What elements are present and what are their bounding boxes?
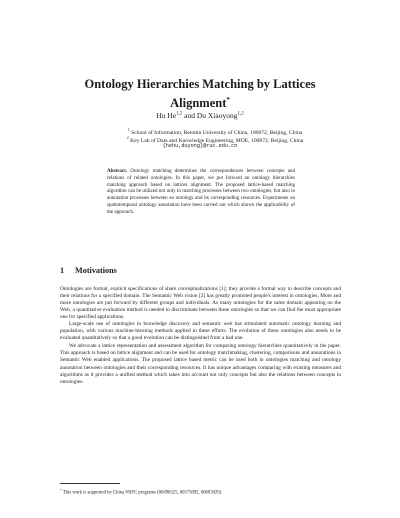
section-number: 1 [60, 266, 65, 275]
affiliation-2-text: Key Lab of Data and Knowledge Engineering, MOE, 100872, Beijing, China [130, 137, 304, 144]
abstract [107, 168, 295, 215]
title-line-2: Alignment [170, 96, 227, 111]
footnote [60, 487, 341, 497]
affiliation-2-num: 2 [126, 135, 129, 140]
author-1: Hu He [156, 111, 177, 120]
paragraph-2: Large-scale use of ontologies in knowledge discovery and semantic web has stimulated automatic ontology learning and population, with various machine-learning methods applied in these efforts. The evolution of these ontologies also needs to be evaluated quantitatively so that a good evolution can be distinguished from a bad one. [60, 321, 341, 342]
section-title: Motivations [75, 266, 117, 275]
abstract-text: Ontology matching determines the correspondences between concepts and relations of related ontologies. In this paper, we put forward an ontology hierarchies matching approach based on lattices alignment. The proposed lattice-based matching algorithm can be utilized not only in matching processes between two ontologies, but also in annotation processes between an ontology and its corresponding resources. Experiments on spatiotemporal ontology annotation have been carried out which shown the applicability of the approach. [107, 168, 296, 215]
affiliation-1-num: 1 [127, 127, 130, 132]
paragraph-1: Ontologies are formal, explicit specifications of share conceptualizations [1]; they provide a formal way to describe concepts and their relations for a specified domain. The Semantic Web vision [2] has greatly promoted people's interest in ontologies. More and more ontologies are put forward by different groups and individuals. As many ontologies for the same domain appearing on the Web, a quantitative evaluation method is needed to discriminate between these ontologies so that we can find the most appropriate one for specified applications. [60, 286, 341, 321]
author-joiner: and [184, 111, 195, 120]
footnote-mark: * [60, 488, 62, 492]
footnote-text: This work is supported by China NSFC programs (60496325, 60573092, 60603020). [62, 490, 223, 496]
author-2-sup: 1,2 [237, 111, 244, 117]
body-text [60, 286, 341, 386]
author-2: Du Xiaoyong [196, 111, 238, 120]
affiliation-1-text: School of Information, Renmin University of China, 100872, Beijing, China [131, 129, 303, 136]
author-line [60, 111, 340, 120]
section-heading [60, 266, 340, 275]
abstract-label: Abstract. [107, 168, 128, 174]
paragraph-3: We advocate a lattice representation and assessment algorithm for comparing ontology hierarchies quantitatively in the paper. This approach is based on lattice alignment and can be used for ontology matchmaking, clustering, comparisons and annotations in Semantic Web enabled applications. The proposed lattice based metric can be used both in ontologies matching and ontology annotation between ontologies and their corresponding resources. It has unique advantages comparing with existing measures and algorithms as it provides a unified method which takes into account not only concepts but also the relations between concepts in ontologies. [60, 343, 341, 385]
author-email: {hehu,duyong}@ruc.edu.cn [162, 143, 238, 149]
author-1-sup: 1,2 [176, 111, 183, 117]
title-line-1: Ontology Hierarchies Matching by Lattices [84, 77, 316, 91]
paper-title [60, 76, 340, 111]
title-footnote-mark: * [226, 96, 230, 104]
footnote-rule [60, 483, 120, 484]
